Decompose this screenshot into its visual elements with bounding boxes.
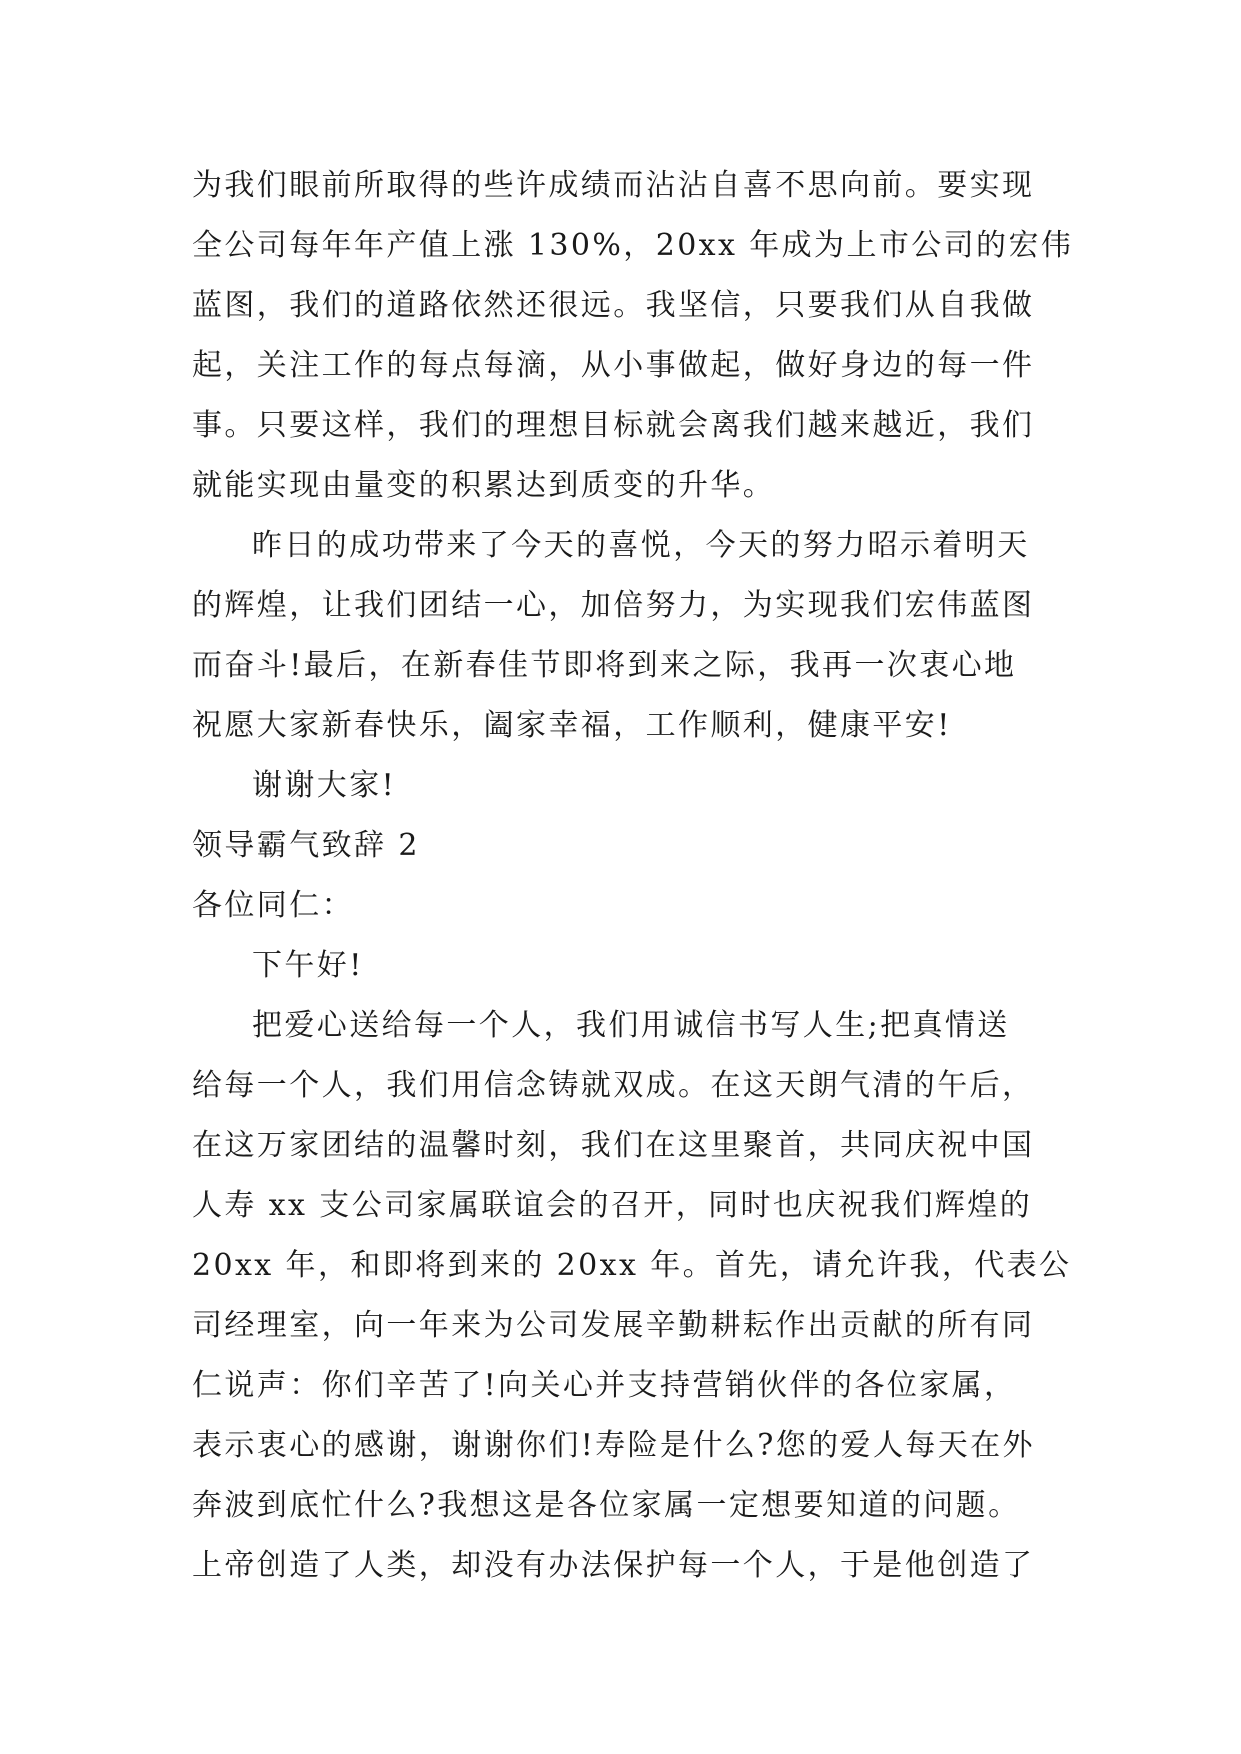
paragraph-line: 的辉煌，让我们团结一心，加倍努力，为实现我们宏伟蓝图 (192, 588, 1035, 623)
paragraph-line: 蓝图，我们的道路依然还很远。我坚信，只要我们从自我做 (192, 288, 1035, 323)
paragraph-line: 司经理室，向一年来为公司发展辛勤耕耘作出贡献的所有同 (192, 1308, 1035, 1343)
paragraph-line: 表示衷心的感谢，谢谢你们!寿险是什么?您的爱人每天在外 (192, 1428, 1035, 1463)
paragraph-line: 为我们眼前所取得的些许成绩而沾沾自喜不思向前。要实现 (192, 168, 1035, 203)
paragraph-line: 就能实现由量变的积累达到质变的升华。 (192, 468, 776, 503)
paragraph-line: 事。只要这样，我们的理想目标就会离我们越来越近，我们 (192, 408, 1035, 443)
paragraph-line: 20xx 年，和即将到来的 20xx 年。首先，请允许我，代表公 (192, 1248, 1072, 1283)
paragraph-line: 昨日的成功带来了今天的喜悦，今天的努力昭示着明天 (252, 528, 1030, 563)
greeting-line: 下午好! (252, 948, 364, 983)
paragraph-line: 而奋斗!最后，在新春佳节即将到来之际，我再一次衷心地 (192, 648, 1017, 683)
paragraph-line: 在这万家团结的温馨时刻，我们在这里聚首，共同庆祝中国 (192, 1128, 1035, 1163)
paragraph-line: 起，关注工作的每点每滴，从小事做起，做好身边的每一件 (192, 348, 1035, 383)
paragraph-line: 人寿 xx 支公司家属联谊会的召开，同时也庆祝我们辉煌的 (192, 1188, 1033, 1223)
paragraph-line: 上帝创造了人类，却没有办法保护每一个人，于是他创造了 (192, 1548, 1035, 1583)
paragraph-line: 给每一个人，我们用信念铸就双成。在这天朗气清的午后， (192, 1068, 1035, 1103)
paragraph-line: 奔波到底忙什么?我想这是各位家属一定想要知道的问题。 (192, 1488, 1021, 1523)
paragraph-line: 祝愿大家新春快乐，阖家幸福，工作顺利，健康平安! (192, 708, 952, 743)
closing-line: 谢谢大家! (252, 768, 397, 803)
section-title: 领导霸气致辞 2 (192, 828, 420, 863)
paragraph-line: 把爱心送给每一个人，我们用诚信书写人生;把真情送 (252, 1008, 1010, 1043)
paragraph-line: 仁说声：你们辛苦了!向关心并支持营销伙伴的各位家属， (192, 1368, 1017, 1403)
paragraph-line: 全公司每年年产值上涨 130%，20xx 年成为上市公司的宏伟 (192, 228, 1074, 263)
salutation: 各位同仁： (192, 888, 354, 923)
